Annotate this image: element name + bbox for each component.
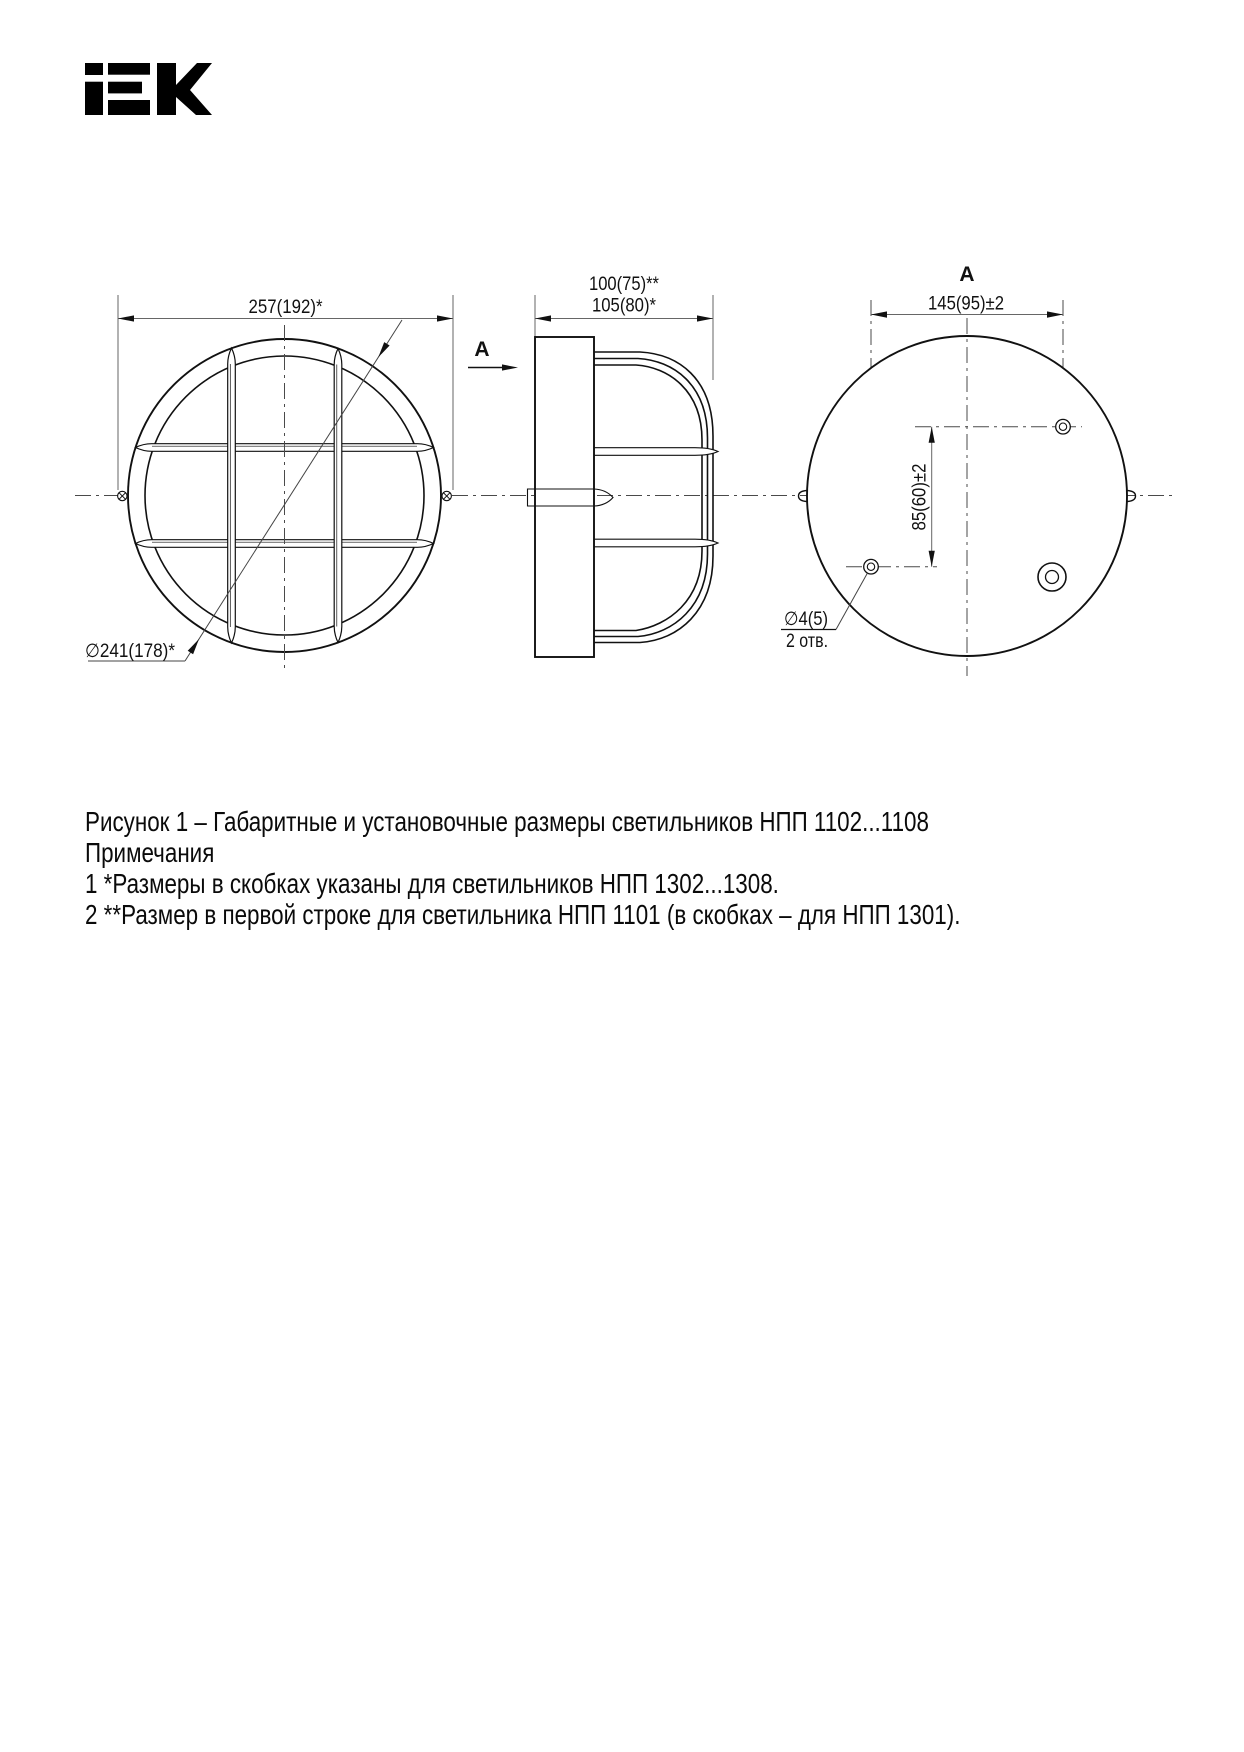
hole-inner [867,563,874,570]
notes-title: Примечания [85,837,215,868]
logo-i-dot [85,63,103,75]
base-body [535,337,594,657]
back-view [781,263,1136,676]
screw-boss-left [528,489,536,506]
arrowhead [697,315,713,321]
technical-drawing [0,0,1244,770]
dim-hole-spacing-h-label: 145(95)±2 [928,293,1004,315]
iek-logo-icon [85,63,212,115]
hole-count-label: 2 отв. [786,631,828,652]
grid-bar-side [594,539,718,547]
note-1: 1 *Размеры в скобках указаны для светильников НПП 1302...1308. [85,868,779,899]
dim-width-label: 257(192)* [248,297,324,318]
side-screw-left [118,491,127,500]
grid-bar-side [594,448,718,456]
grid-bar-vertical [334,349,342,643]
note-2: 2 **Размер в первой строке для светильника НПП 1101 (в скобках – для НПП 1301). [85,899,961,930]
cage-profile [594,352,713,643]
arrowhead [1047,311,1063,317]
dim-depth-label-2: 105(80)* [592,295,657,317]
figure-title: Рисунок 1 – Габаритные и установочные размеры светильников НПП 1102...1108 [85,806,929,837]
hole-inner [1059,423,1066,430]
logo-e-mid-bar [108,82,142,94]
section-arrowhead [502,364,518,370]
logo-e-bottom-bar [108,100,150,115]
front-view [85,295,453,668]
cage-wire-inner [594,365,702,631]
screw-tip-right [594,489,613,506]
logo-i-stem [85,82,103,115]
hole-diameter-label: ∅4(5) [784,609,828,630]
view-a-label: A [959,263,975,286]
figure-caption [85,806,1179,930]
arrowhead [188,639,199,654]
dim-depth-label-1: 100(75)** [589,274,660,295]
arrowhead [437,315,453,321]
section-arrow-label: A [474,338,490,361]
grid-bar-vertical [228,348,236,643]
logo-e-top-bar [108,63,150,75]
cage-wire-outer [594,352,713,643]
guard-diameter-label: ∅241(178)* [85,641,176,662]
arrowhead [535,315,551,321]
cable-entry-inner [1046,571,1059,584]
arrowhead [378,342,389,357]
arrowhead [118,315,134,321]
logo-k [157,63,212,115]
dim-hole-spacing-v-label: 85(60)±2 [909,454,931,531]
arrowhead [871,311,887,317]
side-view [468,274,718,657]
side-screw-right [442,491,451,500]
